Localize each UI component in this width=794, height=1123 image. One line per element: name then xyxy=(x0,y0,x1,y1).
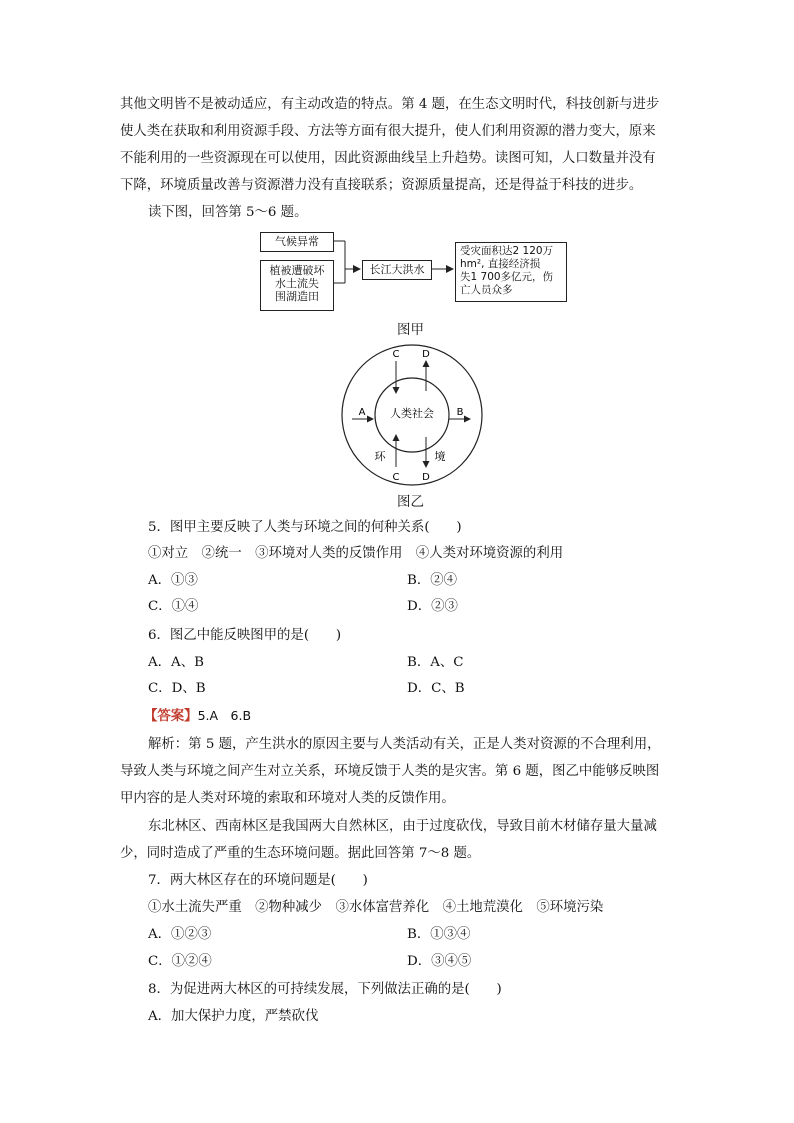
q5-option-b[interactable]: B．②④ xyxy=(407,573,458,588)
label-c-bottom: C xyxy=(392,472,400,483)
q7-option-a[interactable]: A．①②③ xyxy=(148,927,212,942)
analysis-line-1: 解析：第 5 题，产生洪水的原因主要与人类活动有关，正是人类对资源的不合理利用， xyxy=(148,737,661,752)
intro-line-1: 其他文明皆不是被动适应，有主动改造的特点。第 4 题，在生态文明时代，科技创新与进步 xyxy=(120,97,660,112)
figure-jia-connectors xyxy=(0,0,794,330)
label-b: B xyxy=(456,407,464,418)
q8-stem: 8．为促进两大林区的可持续发展，下列做法正确的是( ) xyxy=(148,982,502,997)
q5-option-a[interactable]: A．①③ xyxy=(148,573,198,588)
result-4: 亡人员众多 xyxy=(460,284,513,296)
q7-option-c[interactable]: C．①②④ xyxy=(148,954,212,969)
box-climate: 气候异常 xyxy=(260,232,334,252)
result-1: 受灾面积达2 120万 xyxy=(460,245,554,257)
prompt-5-6: 读下图，回答第 5～6 题。 xyxy=(148,205,308,220)
q8-option-a[interactable]: A．加大保护力度，严禁砍伐 xyxy=(148,1009,319,1024)
ring-label-right: 境 xyxy=(434,450,446,463)
q7-stem: 7．两大林区存在的环境问题是( ) xyxy=(148,873,368,888)
intro-line-4: 下降，环境质量改善与资源潜力没有直接联系；资源质量提高，还是得益于科技的进步。 xyxy=(120,178,643,193)
q6-option-b[interactable]: B．A、C xyxy=(407,655,464,670)
answer-tag: 【答案】 xyxy=(144,708,198,724)
label-d-top: D xyxy=(422,349,430,360)
q5-option-c[interactable]: C．①④ xyxy=(148,599,199,614)
q6-option-a[interactable]: A．A、B xyxy=(148,655,204,670)
label-a: A xyxy=(358,407,366,418)
answer-text: 5.A 6.B xyxy=(197,708,252,723)
q6-stem: 6．图乙中能反映图甲的是( ) xyxy=(148,628,342,643)
figure-yi-diagram xyxy=(340,343,490,493)
result-3: 失1 700多亿元，伤 xyxy=(460,271,554,283)
cause-3: 围湖造田 xyxy=(275,290,319,303)
prompt-7-8-line-2: 少，同时造成了严重的生态环境问题。据此回答第 7～8 题。 xyxy=(120,846,481,861)
label-c-top: C xyxy=(392,349,400,360)
answer-line xyxy=(144,707,251,726)
q6-option-c[interactable]: C．D、B xyxy=(148,681,206,696)
center-label: 人类社会 xyxy=(390,407,434,420)
q7-option-b[interactable]: B．①③④ xyxy=(407,927,471,942)
q7-option-d[interactable]: D．③④⑤ xyxy=(407,954,472,969)
intro-line-3: 不能利用的一些资源现在可以使用，因此资源曲线呈上升趋势。读图可知，人口数量并没有 xyxy=(120,151,656,166)
q6-option-d[interactable]: D．C、B xyxy=(407,681,465,696)
q7-items: ①水土流失严重 ②物种减少 ③水体富营养化 ④土地荒漠化 ⑤环境污染 xyxy=(148,900,604,915)
cause-2: 水土流失 xyxy=(275,277,319,290)
q5-stem: 5．图甲主要反映了人类与环境之间的何种关系( ) xyxy=(148,520,462,535)
figure-jia-caption: 图甲 xyxy=(397,322,424,338)
q5-items: ①对立 ②统一 ③环境对人类的反馈作用 ④人类对环境资源的利用 xyxy=(148,546,564,561)
figure-yi-caption: 图乙 xyxy=(397,494,424,510)
analysis-line-3: 甲内容的是人类对环境的索取和环境对人类的反馈作用。 xyxy=(120,791,455,806)
analysis-line-2: 导致人类与环境之间产生对立关系，环境反馈于人类的是灾害。第 6 题，图乙中能够反映图 xyxy=(120,764,660,779)
box-flood: 长江大洪水 xyxy=(362,260,432,280)
intro-line-2: 使人类在获取和利用资源手段、方法等方面有很大提升，使人们利用资源的潜力变大，原来 xyxy=(120,124,656,139)
ring-label-left: 环 xyxy=(374,450,386,463)
prompt-7-8-line-1: 东北林区、西南林区是我国两大自然林区，由于过度砍伐，导致目前木材储存量大量减 xyxy=(148,819,657,834)
result-2: hm², 直接经济损 xyxy=(460,258,541,270)
label-d-bottom: D xyxy=(422,472,430,483)
cause-1: 植被遭破坏 xyxy=(269,264,325,277)
q5-option-d[interactable]: D．②③ xyxy=(407,599,458,614)
